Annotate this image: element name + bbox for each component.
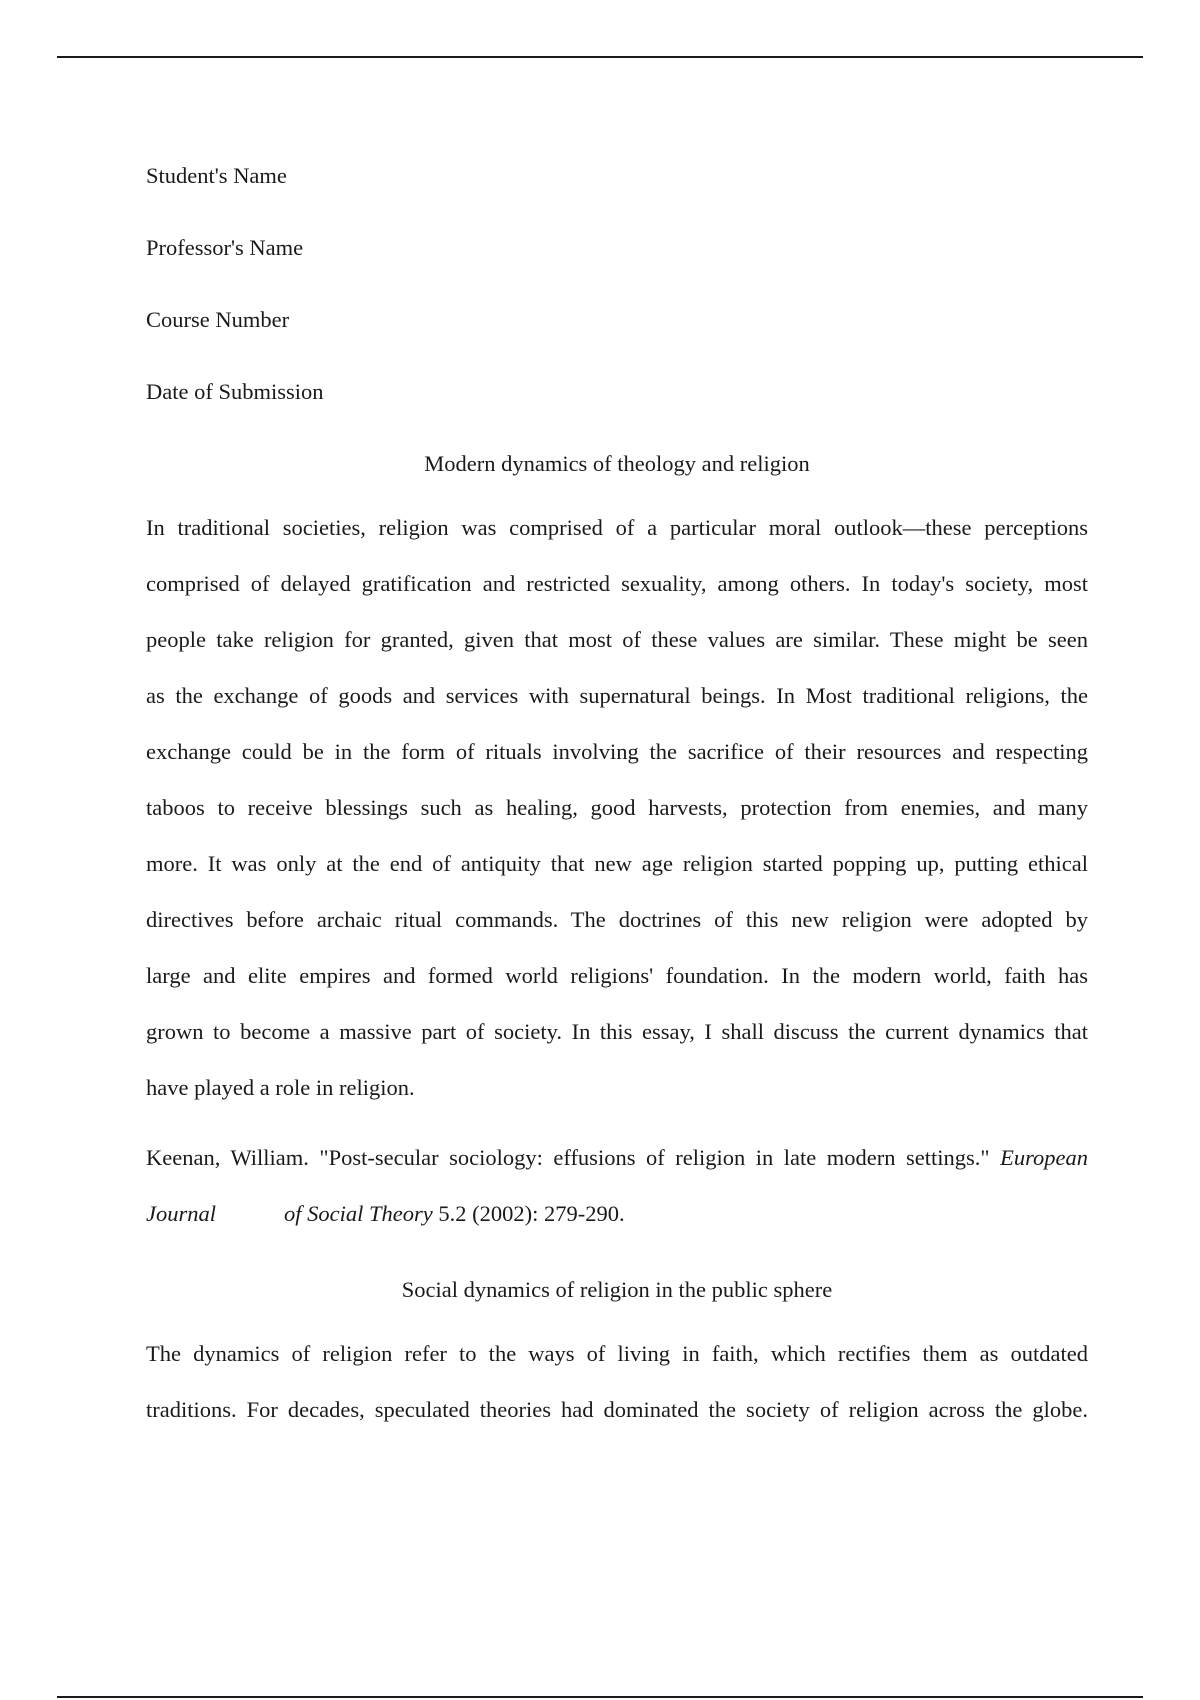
paragraph-line: people take religion for granted, given that most of these values are similar. These might be seen [146, 627, 1088, 652]
citation-journal-part2: Journal [146, 1201, 216, 1226]
course-number: Course Number [146, 307, 290, 332]
paragraph-line: large and elite empires and formed world religions' foundation. In the modern world, faith has [146, 963, 1088, 988]
citation-details: 5.2 (2002): 279-290. [438, 1201, 625, 1226]
paragraph-line: grown to become a massive part of society. In this essay, I shall discuss the current dynamics that [146, 1019, 1088, 1044]
bottom-rule [57, 1696, 1143, 1698]
citation-journal-part1: European [1000, 1145, 1089, 1170]
date-of-submission: Date of Submission [146, 379, 324, 404]
paragraph-line: In traditional societies, religion was comprised of a particular moral outlook—these perceptions [146, 515, 1088, 540]
paragraph-line: exchange could be in the form of rituals involving the sacrifice of their resources and respecting [146, 739, 1088, 764]
citation-author-title: Keenan, William. "Post-secular sociology: effusions of religion in late modern settings." [146, 1145, 990, 1170]
paragraph-line: more. It was only at the end of antiquity that new age religion started popping up, putting ethical [146, 851, 1088, 876]
section2-title: Social dynamics of religion in the public sphere [401, 1277, 833, 1302]
paragraph-line: have played a role in religion. [146, 1075, 415, 1100]
citation-line-2 [146, 1186, 1088, 1242]
section1-paragraph [146, 500, 1088, 1116]
professor-name: Professor's Name [146, 235, 304, 260]
paragraph-line: taboos to receive blessings such as healing, good harvests, protection from enemies, and many [146, 795, 1088, 820]
top-rule [57, 56, 1143, 58]
citation-line-1 [146, 1130, 1088, 1186]
paragraph-line: comprised of delayed gratification and restricted sexuality, among others. In today's society, most [146, 571, 1088, 596]
paragraph-line: traditions. For decades, speculated theories had dominated the society of religion across the globe. [146, 1397, 1088, 1422]
document-page [146, 140, 1088, 1438]
paragraph-line: directives before archaic ritual commands. The doctrines of this new religion were adopted by [146, 907, 1088, 932]
paragraph-line: The dynamics of religion refer to the ways of living in faith, which rectifies them as outdated [146, 1341, 1088, 1366]
student-name: Student's Name [146, 163, 287, 188]
citation [146, 1130, 1088, 1242]
citation-journal-part3: of Social Theory [284, 1201, 433, 1226]
section2-paragraph [146, 1326, 1088, 1438]
section1-title: Modern dynamics of theology and religion [424, 451, 810, 476]
paragraph-line: as the exchange of goods and services with supernatural beings. In Most traditional religions, the [146, 683, 1088, 708]
